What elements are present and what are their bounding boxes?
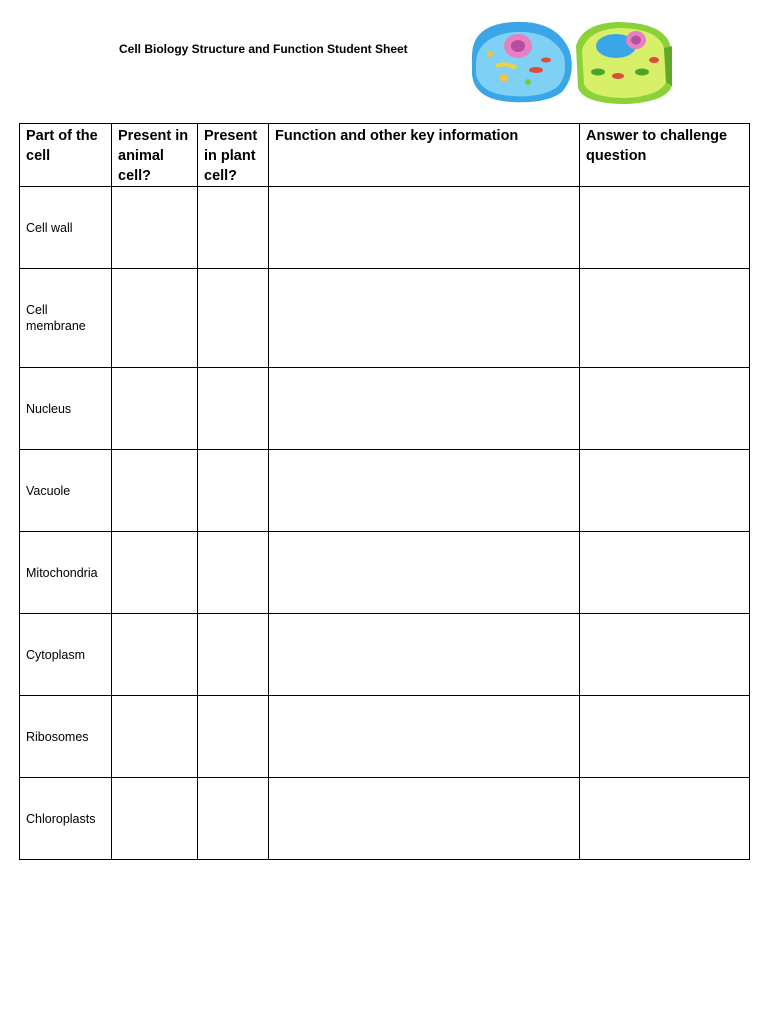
challenge-answer-cell[interactable] [580, 778, 750, 860]
table-row [20, 450, 750, 532]
function-answer-cell[interactable] [269, 368, 580, 450]
plant-answer-cell[interactable] [198, 778, 269, 860]
cell-illustration-icon [466, 16, 676, 106]
plant-answer-cell[interactable] [198, 532, 269, 614]
part-name: Cytoplasm [20, 614, 112, 696]
animal-answer-cell[interactable] [112, 778, 198, 860]
part-name: Ribosomes [20, 696, 112, 778]
challenge-answer-cell[interactable] [580, 269, 750, 368]
part-name: Vacuole [20, 450, 112, 532]
part-name: Cell membrane [20, 269, 112, 368]
challenge-answer-cell[interactable] [580, 696, 750, 778]
animal-answer-cell[interactable] [112, 187, 198, 269]
table-row [20, 187, 750, 269]
table-row [20, 614, 750, 696]
function-answer-cell[interactable] [269, 696, 580, 778]
header-challenge: Answer to challenge question [580, 124, 750, 187]
function-answer-cell[interactable] [269, 614, 580, 696]
animal-answer-cell[interactable] [112, 368, 198, 450]
header-function: Function and other key information [269, 124, 580, 187]
challenge-answer-cell[interactable] [580, 187, 750, 269]
animal-cell-icon [472, 22, 572, 102]
animal-answer-cell[interactable] [112, 614, 198, 696]
cell-parts-table [19, 123, 750, 860]
plant-answer-cell[interactable] [198, 269, 269, 368]
challenge-answer-cell[interactable] [580, 614, 750, 696]
table-row [20, 778, 750, 860]
function-answer-cell[interactable] [269, 269, 580, 368]
header-animal: Present in animal cell? [112, 124, 198, 187]
challenge-answer-cell[interactable] [580, 368, 750, 450]
plant-answer-cell[interactable] [198, 614, 269, 696]
sheet-title: Cell Biology Structure and Function Student Sheet [119, 42, 408, 56]
part-name: Mitochondria [20, 532, 112, 614]
table-row [20, 368, 750, 450]
animal-answer-cell[interactable] [112, 269, 198, 368]
plant-answer-cell[interactable] [198, 696, 269, 778]
part-name: Chloroplasts [20, 778, 112, 860]
animal-answer-cell[interactable] [112, 696, 198, 778]
function-answer-cell[interactable] [269, 187, 580, 269]
header-part: Part of the cell [20, 124, 112, 187]
table-row [20, 696, 750, 778]
plant-answer-cell[interactable] [198, 187, 269, 269]
table-row [20, 532, 750, 614]
challenge-answer-cell[interactable] [580, 450, 750, 532]
function-answer-cell[interactable] [269, 532, 580, 614]
animal-answer-cell[interactable] [112, 532, 198, 614]
header-plant: Present in plant cell? [198, 124, 269, 187]
plant-answer-cell[interactable] [198, 450, 269, 532]
plant-answer-cell[interactable] [198, 368, 269, 450]
animal-answer-cell[interactable] [112, 450, 198, 532]
function-answer-cell[interactable] [269, 450, 580, 532]
header-row [20, 124, 750, 187]
table-row [20, 269, 750, 368]
part-name: Nucleus [20, 368, 112, 450]
challenge-answer-cell[interactable] [580, 532, 750, 614]
part-name: Cell wall [20, 187, 112, 269]
plant-cell-icon [576, 22, 672, 104]
function-answer-cell[interactable] [269, 778, 580, 860]
